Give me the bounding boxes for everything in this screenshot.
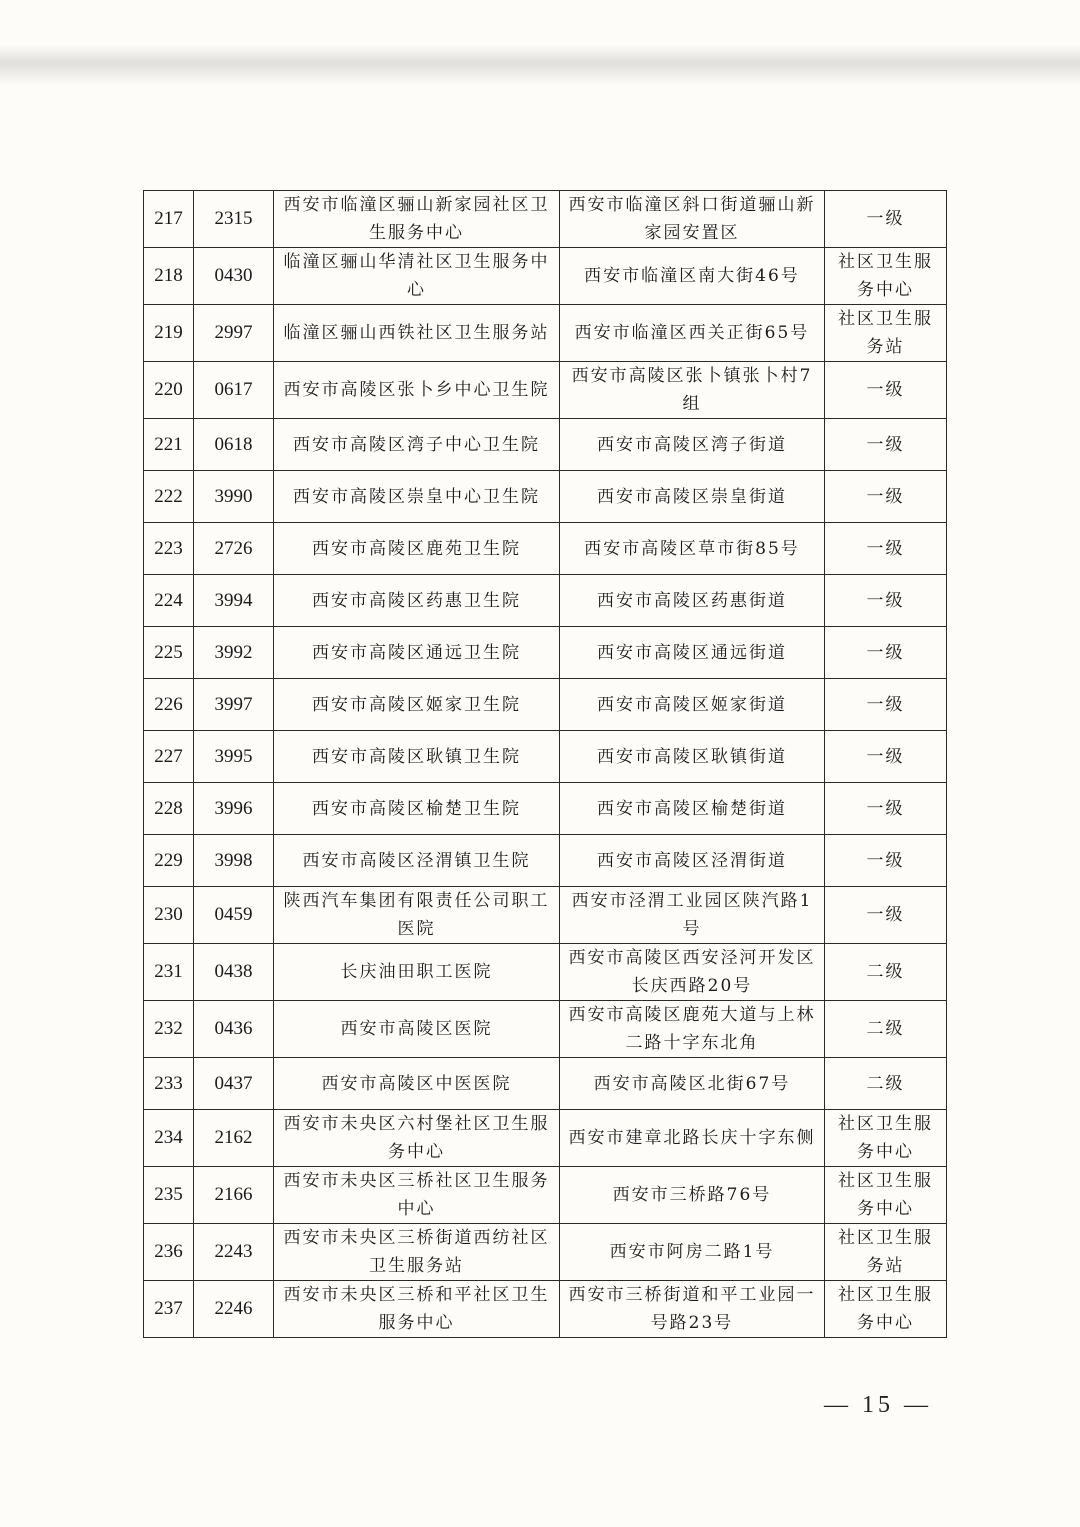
table-row [144, 575, 947, 627]
row-number: 230 [144, 887, 194, 944]
institution-name: 长庆油田职工医院 [274, 944, 560, 1001]
institution-name: 西安市高陵区崇皇中心卫生院 [274, 471, 560, 523]
table-row [144, 887, 947, 944]
scan-shadow [0, 45, 1080, 85]
row-number: 217 [144, 191, 194, 248]
institution-name: 西安市未央区六村堡社区卫生服务中心 [274, 1110, 560, 1167]
institution-code: 3990 [194, 471, 274, 523]
institution-address: 西安市高陵区北街67号 [560, 1058, 825, 1110]
institution-name: 西安市未央区三桥街道西纺社区卫生服务站 [274, 1224, 560, 1281]
institution-level: 二级 [825, 1001, 947, 1058]
institution-name: 临潼区骊山西铁社区卫生服务站 [274, 305, 560, 362]
row-number: 235 [144, 1167, 194, 1224]
institution-level: 社区卫生服务中心 [825, 1281, 947, 1338]
table-row [144, 1001, 947, 1058]
row-number: 218 [144, 248, 194, 305]
institution-address: 西安市高陵区泾渭街道 [560, 835, 825, 887]
row-number: 236 [144, 1224, 194, 1281]
institution-code: 2315 [194, 191, 274, 248]
row-number: 219 [144, 305, 194, 362]
institution-level: 一级 [825, 471, 947, 523]
institution-level: 一级 [825, 523, 947, 575]
institution-name: 西安市高陵区通远卫生院 [274, 627, 560, 679]
table-row [144, 471, 947, 523]
institution-name: 西安市高陵区榆楚卫生院 [274, 783, 560, 835]
table-row [144, 731, 947, 783]
institution-level: 社区卫生服务中心 [825, 1167, 947, 1224]
institution-level: 一级 [825, 679, 947, 731]
row-number: 231 [144, 944, 194, 1001]
table-row [144, 1058, 947, 1110]
table-row [144, 783, 947, 835]
institution-name: 临潼区骊山华清社区卫生服务中心 [274, 248, 560, 305]
institution-code: 0618 [194, 419, 274, 471]
institution-code: 0437 [194, 1058, 274, 1110]
institution-code: 2166 [194, 1167, 274, 1224]
institution-address: 西安市高陵区耿镇街道 [560, 731, 825, 783]
institution-address: 西安市高陵区西安泾河开发区长庆西路20号 [560, 944, 825, 1001]
institution-address: 西安市高陵区药惠街道 [560, 575, 825, 627]
institution-address: 西安市高陵区草市街85号 [560, 523, 825, 575]
row-number: 233 [144, 1058, 194, 1110]
table-row [144, 191, 947, 248]
row-number: 234 [144, 1110, 194, 1167]
institution-level: 一级 [825, 887, 947, 944]
institution-level: 社区卫生服务中心 [825, 248, 947, 305]
table-row [144, 944, 947, 1001]
institution-level: 二级 [825, 1058, 947, 1110]
institution-address: 西安市阿房二路1号 [560, 1224, 825, 1281]
institution-name: 西安市未央区三桥和平社区卫生服务中心 [274, 1281, 560, 1338]
institution-code: 0430 [194, 248, 274, 305]
institution-address: 西安市三桥路76号 [560, 1167, 825, 1224]
table-row [144, 835, 947, 887]
institution-level: 二级 [825, 944, 947, 1001]
institution-code: 3995 [194, 731, 274, 783]
institution-code: 3992 [194, 627, 274, 679]
row-number: 223 [144, 523, 194, 575]
institution-address: 西安市高陵区榆楚街道 [560, 783, 825, 835]
institution-address: 西安市临潼区南大街46号 [560, 248, 825, 305]
institution-name: 西安市高陵区耿镇卫生院 [274, 731, 560, 783]
row-number: 229 [144, 835, 194, 887]
institution-level: 社区卫生服务中心 [825, 1110, 947, 1167]
institution-code: 2243 [194, 1224, 274, 1281]
page-number: — 15 — [824, 1392, 932, 1418]
institution-code: 2246 [194, 1281, 274, 1338]
institution-code: 0459 [194, 887, 274, 944]
institution-name: 西安市高陵区张卜乡中心卫生院 [274, 362, 560, 419]
institution-address: 西安市三桥街道和平工业园一号路23号 [560, 1281, 825, 1338]
institution-address: 西安市高陵区通远街道 [560, 627, 825, 679]
institution-name: 西安市高陵区中医医院 [274, 1058, 560, 1110]
institution-level: 一级 [825, 362, 947, 419]
institution-address: 西安市高陵区湾子街道 [560, 419, 825, 471]
table-row [144, 523, 947, 575]
institution-code: 2162 [194, 1110, 274, 1167]
institution-code: 3998 [194, 835, 274, 887]
table-row [144, 1281, 947, 1338]
institution-code: 0438 [194, 944, 274, 1001]
institution-code: 3996 [194, 783, 274, 835]
institution-level: 社区卫生服务站 [825, 305, 947, 362]
institution-name: 西安市高陵区湾子中心卫生院 [274, 419, 560, 471]
table-row [144, 1110, 947, 1167]
institution-address: 西安市建章北路长庆十字东侧 [560, 1110, 825, 1167]
row-number: 222 [144, 471, 194, 523]
institution-code: 2997 [194, 305, 274, 362]
institution-level: 一级 [825, 835, 947, 887]
row-number: 232 [144, 1001, 194, 1058]
table-row [144, 1167, 947, 1224]
institution-name: 西安市高陵区鹿苑卫生院 [274, 523, 560, 575]
institution-address: 西安市高陵区姬家街道 [560, 679, 825, 731]
row-number: 220 [144, 362, 194, 419]
row-number: 226 [144, 679, 194, 731]
row-number: 228 [144, 783, 194, 835]
institution-address: 西安市临潼区斜口街道骊山新家园安置区 [560, 191, 825, 248]
table-row [144, 248, 947, 305]
institution-name: 西安市临潼区骊山新家园社区卫生服务中心 [274, 191, 560, 248]
row-number: 227 [144, 731, 194, 783]
institution-level: 一级 [825, 731, 947, 783]
row-number: 221 [144, 419, 194, 471]
institution-address: 西安市高陵区张卜镇张卜村7组 [560, 362, 825, 419]
institution-level: 一级 [825, 627, 947, 679]
institution-name: 西安市高陵区医院 [274, 1001, 560, 1058]
institution-name: 西安市未央区三桥社区卫生服务中心 [274, 1167, 560, 1224]
table-row [144, 305, 947, 362]
institution-code: 0617 [194, 362, 274, 419]
institution-name: 西安市高陵区药惠卫生院 [274, 575, 560, 627]
institution-code: 3997 [194, 679, 274, 731]
table-row [144, 1224, 947, 1281]
row-number: 224 [144, 575, 194, 627]
institution-code: 3994 [194, 575, 274, 627]
institution-address: 西安市高陵区崇皇街道 [560, 471, 825, 523]
institution-level: 一级 [825, 783, 947, 835]
table-row [144, 679, 947, 731]
institution-name: 西安市高陵区泾渭镇卫生院 [274, 835, 560, 887]
table-row [144, 362, 947, 419]
institution-name: 陕西汽车集团有限责任公司职工医院 [274, 887, 560, 944]
institution-level: 一级 [825, 191, 947, 248]
institution-code: 2726 [194, 523, 274, 575]
table-row [144, 627, 947, 679]
institution-level: 社区卫生服务站 [825, 1224, 947, 1281]
institution-name: 西安市高陵区姬家卫生院 [274, 679, 560, 731]
institution-address: 西安市高陵区鹿苑大道与上林二路十字东北角 [560, 1001, 825, 1058]
institution-address: 西安市泾渭工业园区陕汽路1号 [560, 887, 825, 944]
institution-table [143, 190, 947, 1338]
institution-level: 一级 [825, 419, 947, 471]
table-row [144, 419, 947, 471]
institution-level: 一级 [825, 575, 947, 627]
institution-code: 0436 [194, 1001, 274, 1058]
institution-address: 西安市临潼区西关正街65号 [560, 305, 825, 362]
row-number: 237 [144, 1281, 194, 1338]
row-number: 225 [144, 627, 194, 679]
